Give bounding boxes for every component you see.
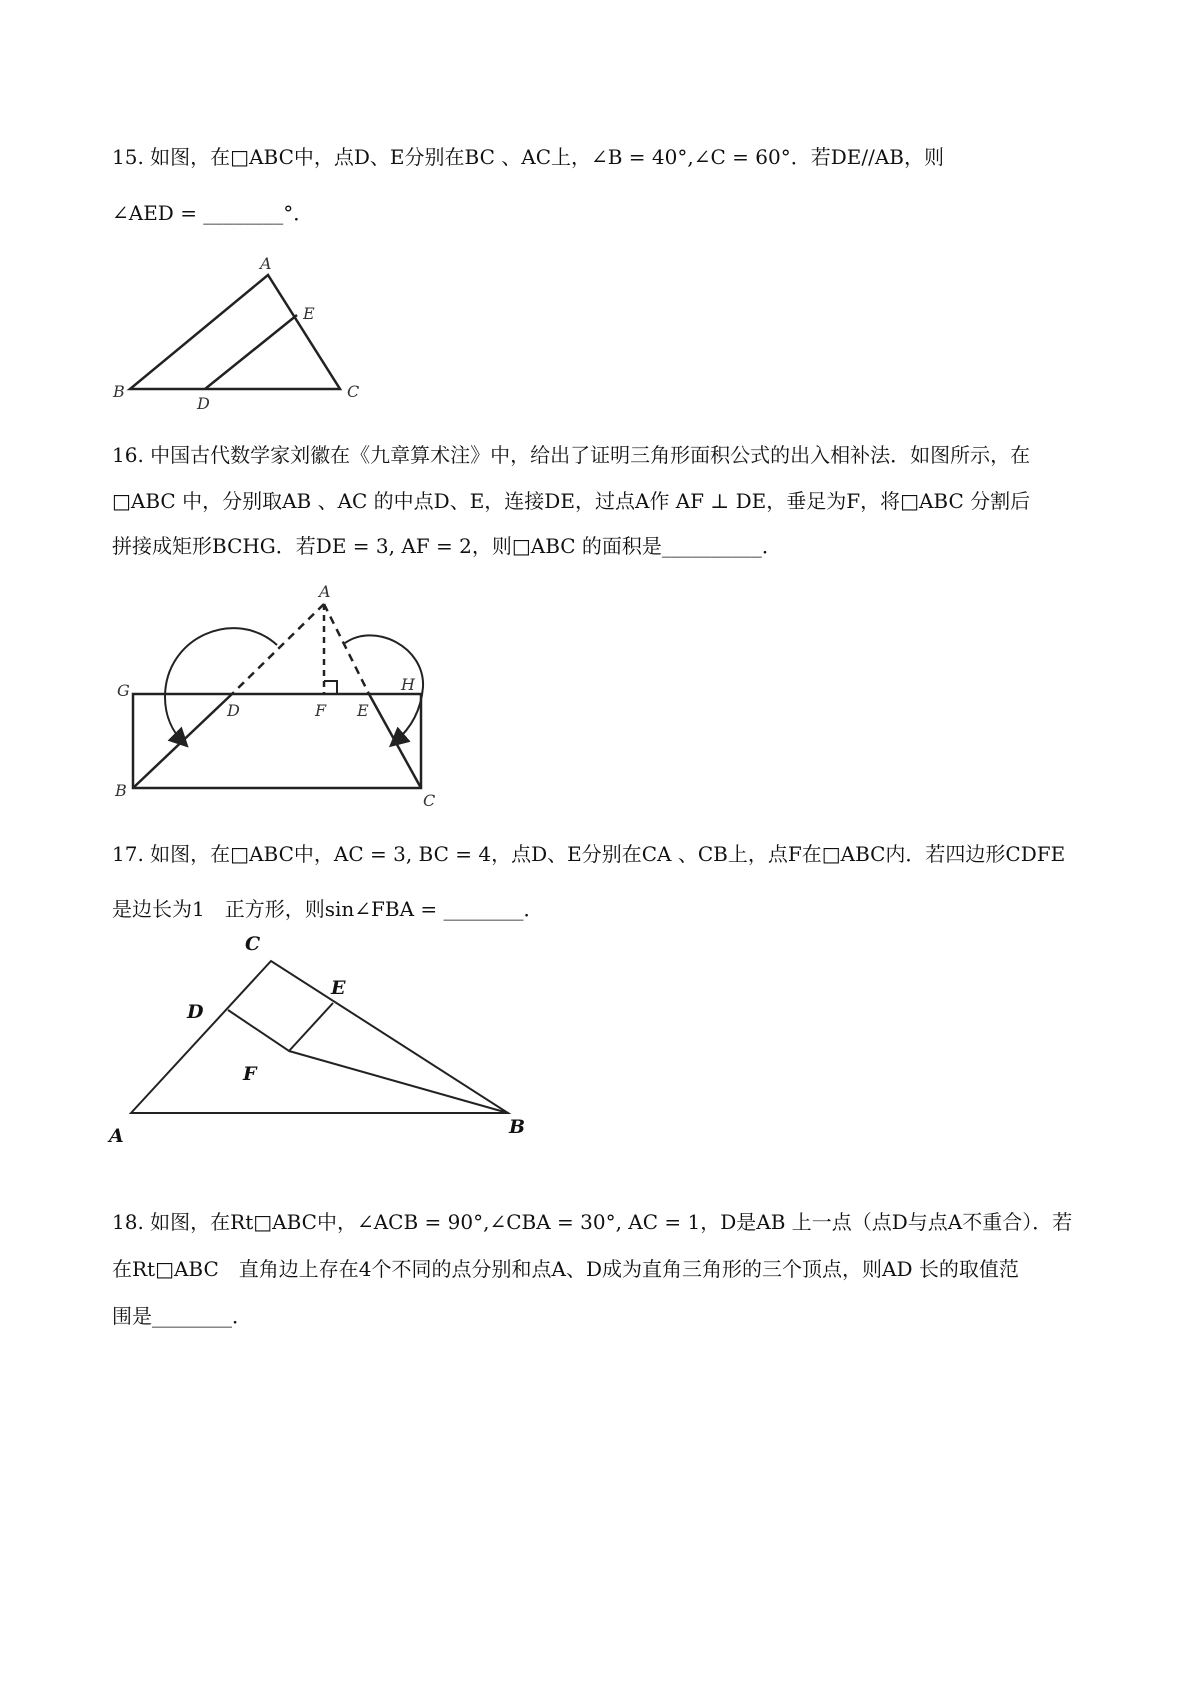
label-d: D bbox=[187, 1001, 204, 1023]
problem-18-line-1 bbox=[112, 1207, 1072, 1237]
problem-18-line-2 bbox=[112, 1254, 1019, 1284]
label-a: A bbox=[109, 1125, 124, 1147]
label-a: A bbox=[319, 582, 331, 601]
problem-15-line-1 bbox=[112, 142, 944, 172]
problem-15-text-2: ∠AED = ________°． bbox=[112, 201, 314, 225]
segment-fb bbox=[289, 1051, 508, 1113]
problem-18-text-1: 如图，在Rt□ABC中，∠ACB = 90°,∠CBA = 30°, AC = 1，D是AB 上一点（点D与点A不重合）．若 bbox=[150, 1210, 1073, 1234]
problem-17-figure bbox=[105, 928, 535, 1168]
triangle-abc bbox=[130, 275, 340, 389]
label-g: G bbox=[117, 681, 130, 700]
label-c: C bbox=[347, 382, 360, 401]
label-c: C bbox=[423, 791, 436, 810]
problem-18-line-3 bbox=[112, 1301, 252, 1331]
problem-17-line-1 bbox=[112, 839, 1065, 869]
label-e: E bbox=[357, 701, 369, 720]
segment-ad bbox=[232, 604, 324, 694]
label-b: B bbox=[115, 781, 127, 800]
problem-17-text-1: 如图，在□ABC中，AC = 3, BC = 4，点D、E分别在CA 、CB上，点F在□ABC内．若四边形CDFE bbox=[150, 842, 1066, 866]
label-d: D bbox=[197, 394, 210, 413]
problem-18-text-2: 在Rt□ABC 直角边上存在4个不同的点分别和点A、D成为直角三角形的三个顶点，则AD 长的取值范 bbox=[112, 1257, 1019, 1281]
square-cdfe-sides bbox=[228, 1003, 333, 1051]
problem-16-figure bbox=[105, 577, 465, 817]
problem-15-figure bbox=[105, 255, 385, 425]
label-a: A bbox=[260, 255, 272, 273]
problem-15-line-2 bbox=[112, 198, 313, 228]
problem-17-text-2: 是边长为1 正方形，则sin∠FBA = ________． bbox=[112, 897, 544, 921]
problem-16-text-2: □ABC 中，分别取AB 、AC 的中点D、E，连接DE，过点A作 AF ⊥ DE，垂足为F，将□ABC 分割后 bbox=[112, 489, 1031, 513]
problem-15-number: 15. bbox=[112, 145, 144, 169]
problem-16-text-1: 中国古代数学家刘徽在《九章算术注》中，给出了证明三角形面积公式的出入相补法．如图所示，在 bbox=[150, 443, 1031, 467]
problem-16-line-3 bbox=[112, 531, 782, 561]
problem-17-number: 17. bbox=[112, 842, 144, 866]
label-e: E bbox=[303, 304, 315, 323]
problem-16-line-1 bbox=[112, 440, 1030, 470]
label-h: H bbox=[401, 675, 415, 694]
problem-16-line-2 bbox=[112, 486, 1030, 516]
label-d: D bbox=[227, 701, 240, 720]
problem-16-number: 16. bbox=[112, 443, 144, 467]
label-b: B bbox=[113, 382, 125, 401]
problem-17-line-2 bbox=[112, 894, 544, 924]
right-angle-mark bbox=[324, 681, 337, 694]
problem-15-text-1: 如图，在□ABC中，点D、E分别在BC 、AC上，∠B = 40°,∠C = 60°．若DE//AB，则 bbox=[150, 145, 944, 169]
problem-16-text-3: 拼接成矩形BCHG．若DE = 3, AF = 2，则□ABC 的面积是__________． bbox=[112, 534, 782, 558]
label-f: F bbox=[243, 1063, 257, 1085]
label-e: E bbox=[331, 977, 346, 999]
segment-de bbox=[205, 315, 297, 389]
problem-18-number: 18. bbox=[112, 1210, 144, 1234]
label-b: B bbox=[509, 1116, 526, 1138]
label-f: F bbox=[315, 701, 327, 720]
rotation-arc-left bbox=[165, 628, 277, 742]
triangle-abc bbox=[131, 961, 508, 1113]
problem-18-text-3: 围是________． bbox=[112, 1304, 252, 1328]
label-c: C bbox=[245, 933, 261, 955]
